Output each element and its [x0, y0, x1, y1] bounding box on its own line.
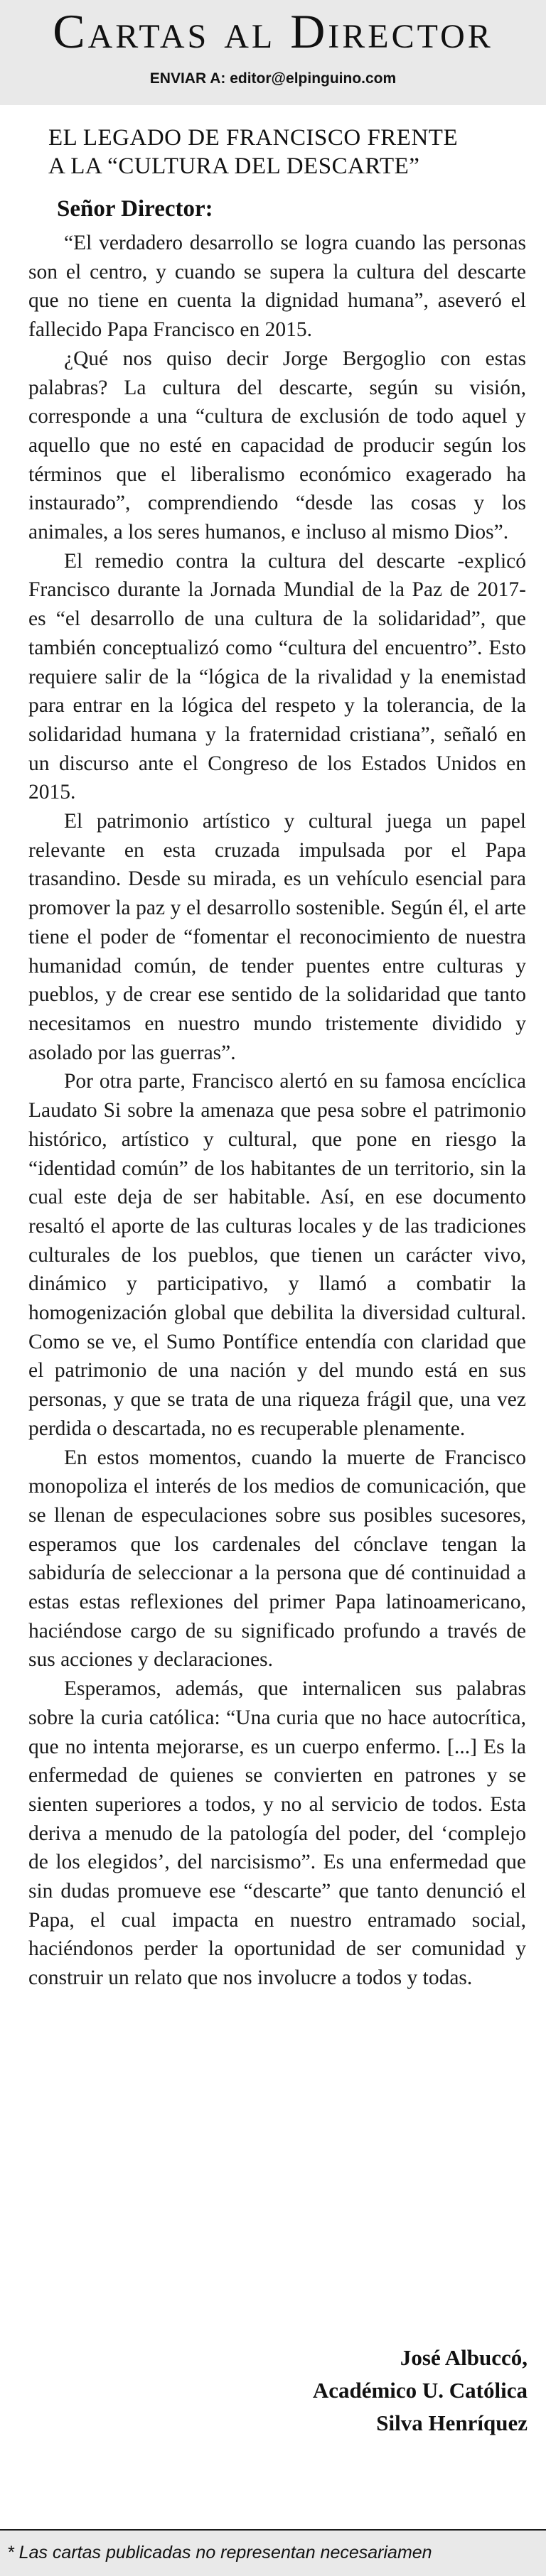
headline-line-1: EL LEGADO DE FRANCISCO FRENTE — [48, 125, 459, 151]
author-institution: Silva Henríquez — [376, 2410, 528, 2435]
author-name: José Albuccó, — [400, 2345, 528, 2370]
disclaimer-text: * Las cartas publicadas no representan necesariamen — [7, 2543, 432, 2563]
body-paragraph: Por otra parte, Francisco alertó en su famosa encíclica Laudato Si sobre la amenaza que pesa sobre el patrimonio histórico, artístico y cultural, que pone en riesgo la “identidad común” de los habitantes de un territorio, sin la cual este deja de ser habitable. Así, en ese documento resaltó el aporte de las culturas locales y de las tradiciones culturales de los pueblos, que tienen un carácter vivo, dinámico y participativo, y llamó a combatir la homogenización global que debilita la diversidad cultural. Como se ve, el Sumo Pontífice entendía con claridad que el patrimonio de una nación y del mundo está en sus personas, y que se trata de una riqueza frágil que, una vez perdida o descartada, no es recuperable plenamente. — [28, 1070, 526, 1440]
headline-line-2: A LA “CULTURA DEL DESCARTE” — [48, 153, 420, 179]
body-paragraph: “El verdadero desarrollo se logra cuando las personas son el centro, y cuando se supera la cultura del descarte que no tiene en cuenta la dignidad humana”, aseveró el fallecido Papa Francisco en 2015. — [28, 232, 526, 342]
body-paragraph: ¿Qué nos quiso decir Jorge Bergoglio con estas palabras? La cultura del descarte, según su visión, corresponde a una “cultura de exclusión de todo aquel y aquello que no esté en capacidad de producir según los términos que el liberalismo económico exagerado ha instaurado”, comprendiendo “desde las cosas y los animales, a los seres humanos, e incluso al mismo Dios”. — [28, 347, 526, 544]
section-masthead — [0, 0, 546, 105]
disclaimer-box — [0, 2529, 546, 2576]
editor-email-link[interactable]: editor@elpinguino.com — [230, 70, 397, 87]
letter-salutation: Señor Director: — [57, 196, 213, 222]
letter-headline — [48, 124, 518, 180]
submission-line — [0, 68, 546, 90]
letter-body — [28, 229, 526, 1993]
body-paragraph: El patrimonio artístico y cultural juega un papel relevante en esta cruzada impulsada por el Papa trasandino. Desde su mirada, es un vehículo esencial para promover la paz y el desarrollo sostenible. Según él, el arte tiene el poder de “fomentar el reconocimiento de nuestra humanidad común, de tender puentes entre culturas y pueblos, y de crear ese sentido de la solidaridad que tanto necesitamos en nuestro mundo tristemente dividido y asolado por las guerras”. — [28, 810, 526, 1064]
author-title: Académico U. Católica — [312, 2378, 528, 2403]
body-paragraph: El remedio contra la cultura del descarte -explicó Francisco durante la Jornada Mundial de la Paz de 2017- es “el desarrollo de una cultura de la solidaridad”, que también conceptualizó como “cultura del encuentro”. Esto requiere salir de la “lógica de la rivalidad y la enemistad para entrar en la lógica del respeto y la tolerancia, de la solidaridad humana y la fraternidad cristiana”, señaló en un discurso ante el Congreso de los Estados Unidos en 2015. — [28, 549, 526, 804]
section-title: Cartas al Director — [53, 4, 493, 58]
send-label: ENVIAR A: — [149, 70, 226, 87]
body-paragraph: En estos momentos, cuando la muerte de Francisco monopoliza el interés de los medios de comunicación, que se llenan de especulaciones sobre sus posibles sucesores, esperamos que los cardenales del cónclave tengan la sabiduría de seleccionar a la persona que dé continuidad a estas estas reflexiones del primer Papa latinoamericano, haciéndose cargo de su significado profundo a través de sus acciones y declaraciones. — [28, 1446, 526, 1672]
letter-signature — [313, 2342, 528, 2440]
body-paragraph: Esperamos, además, que internalicen sus palabras sobre la curia católica: “Una curia que no hace autocrítica, que no intenta mejorarse, es un cuerpo enfermo. [...] Es la enfermedad de quienes se convierten en patrones y se sienten superiores a todos, y no al servicio de todos. Esta deriva a menudo de la patología del poder, del ‘complejo de los elegidos’, del narcisismo”. Es una enfermedad que sin dudas promueve ese “descarte” que tanto denunció el Papa, el cual impacta en nuestro entramado social, haciéndonos perder la oportunidad de ser comunidad y construir un relato que nos involucre a todos y todas. — [28, 1677, 526, 1990]
